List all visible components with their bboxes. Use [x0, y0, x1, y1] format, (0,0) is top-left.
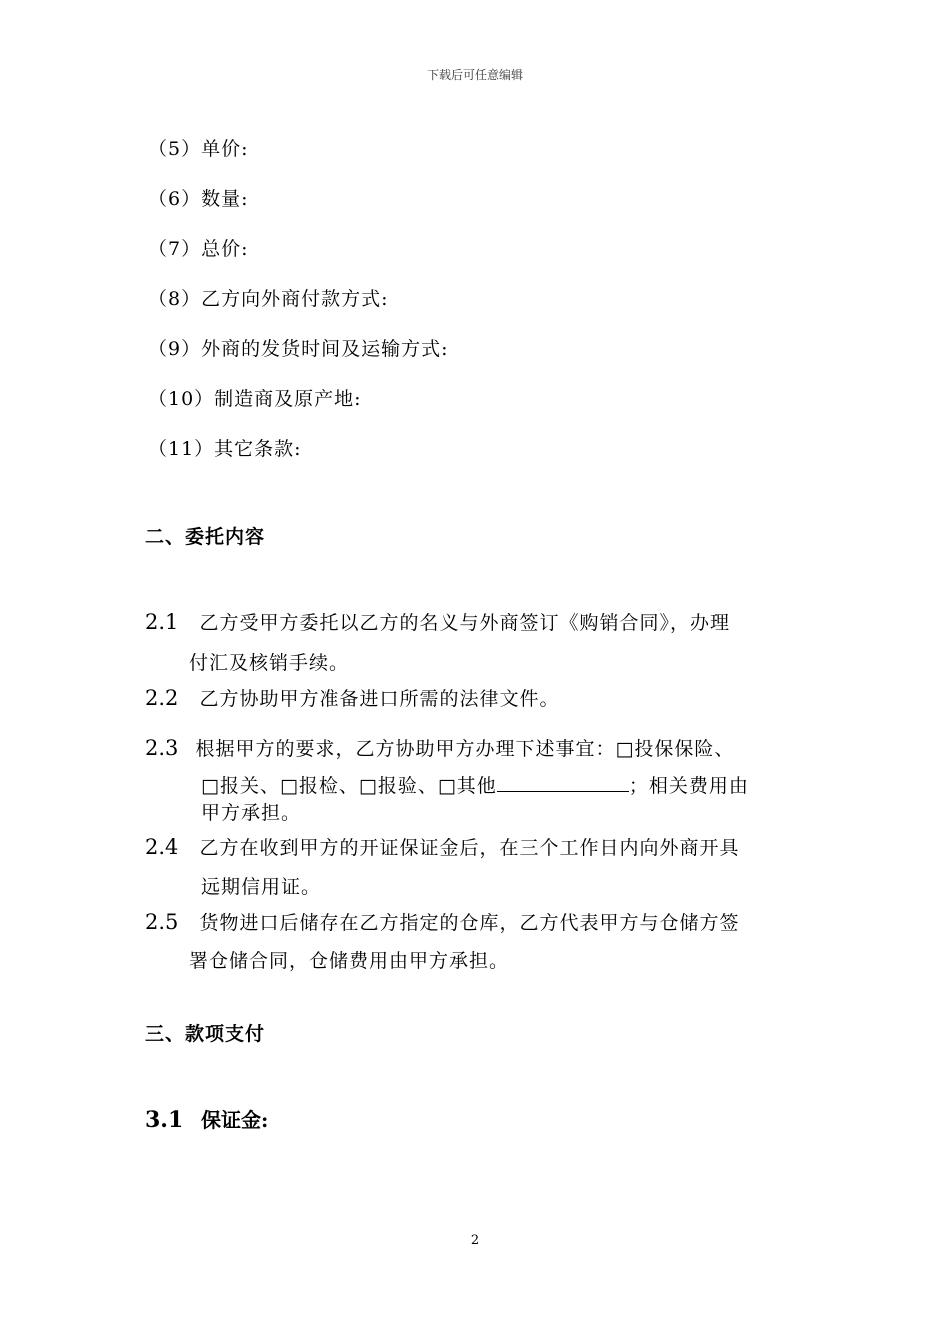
page-number: 2 [470, 1233, 480, 1248]
clause-2-4-cont: 远期信用证。 [201, 876, 322, 898]
clause-number: 2.2 [145, 686, 179, 710]
clause-2-5 [145, 908, 739, 935]
section-2-title: 二、委托内容 [145, 526, 266, 548]
clause-2-3-cont [201, 771, 749, 798]
clause-text: ；相关费用由 [628, 775, 749, 797]
clause-text: 乙方在收到甲方的开证保证金后，在三个工作日内向外商开具 [199, 837, 740, 859]
clause-number: 2.4 [145, 835, 179, 859]
clause-text: 根据甲方的要求，乙方协助甲方办理下述事宜：□投保保险、 [195, 738, 735, 760]
clause-2-1 [145, 608, 730, 635]
clause-number: 2.5 [145, 910, 179, 934]
item-payment-method: （8）乙方向外商付款方式: [148, 288, 389, 310]
clause-2-5-cont: 署仓储合同，仓储费用由甲方承担。 [189, 950, 510, 972]
fill-in-blank [497, 775, 629, 792]
item-total-price: （7）总价: [148, 238, 249, 260]
clause-options: □报关、□报检、□报验、□其他 [201, 775, 497, 797]
item-other-terms: （11）其它条款: [148, 438, 302, 460]
clause-number: 3.1 [145, 1107, 184, 1133]
section-3-title: 三、款项支付 [145, 1023, 266, 1045]
page-header: 下载后可任意编辑 [426, 68, 523, 82]
clause-text: 乙方协助甲方准备进口所需的法律文件。 [199, 688, 560, 710]
clause-2-3 [145, 734, 734, 761]
clause-number: 2.1 [145, 610, 179, 634]
clause-text: 乙方受甲方委托以乙方的名义与外商签订《购销合同》，办理 [199, 612, 730, 634]
item-manufacturer: （10）制造商及原产地: [148, 388, 362, 410]
clause-3-1-heading [145, 1104, 268, 1133]
clause-2-1-cont: 付汇及核销手续。 [189, 652, 350, 674]
clause-2-3-cont2: 甲方承担。 [201, 802, 302, 824]
clause-text: 货物进口后储存在乙方指定的仓库，乙方代表甲方与仓储方签 [199, 912, 740, 934]
clause-2-4 [145, 833, 739, 860]
item-shipping: （9）外商的发货时间及运输方式: [148, 338, 449, 360]
clause-number: 2.3 [145, 736, 179, 760]
clause-2-2 [145, 684, 559, 711]
clause-label: 保证金: [200, 1108, 269, 1132]
item-unit-price: （5）单价: [148, 138, 249, 160]
item-quantity: （6）数量: [148, 188, 249, 210]
